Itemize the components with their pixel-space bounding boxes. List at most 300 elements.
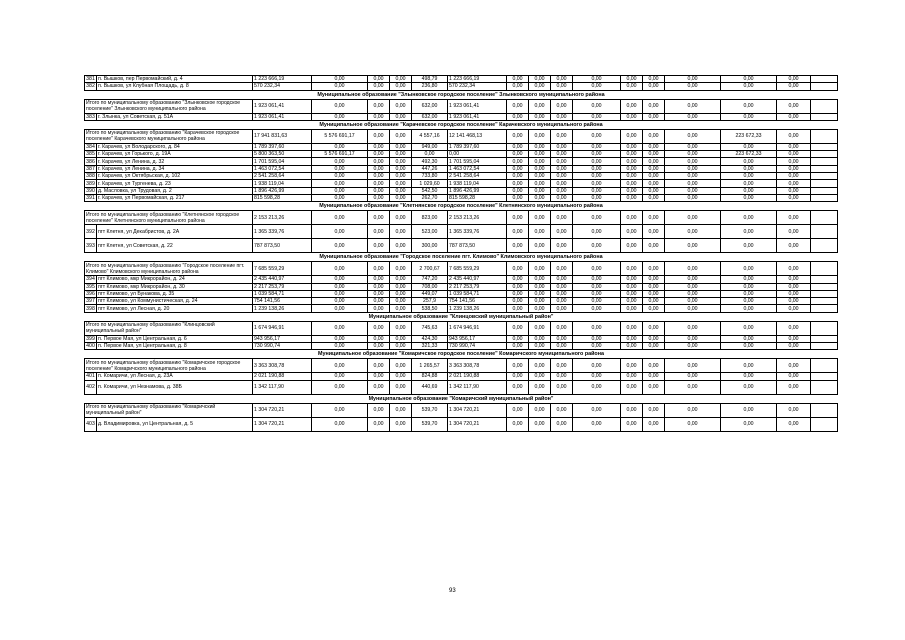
value-cell: 0,00 <box>529 180 551 187</box>
value-cell: 0,00 <box>312 380 368 394</box>
value-cell: 0,00 <box>551 165 573 172</box>
value-cell: 0,00 <box>643 343 665 350</box>
value-cell: 0,00 <box>312 321 368 335</box>
value-cell: 0,00 <box>573 158 621 165</box>
value-cell: 0,00 <box>643 359 665 373</box>
value-cell: 0,00 <box>507 305 529 312</box>
table-row <box>85 239 838 253</box>
value-cell: 523,00 <box>412 225 448 239</box>
address-cell: г. Карачев, ул Тургенева, д. 23 <box>97 180 253 187</box>
subtotal-label: Итого по муниципальному образованию "Городское поселение пгт. Климово" Климовского муниципального района <box>85 262 253 276</box>
value-cell: 262,70 <box>412 194 448 201</box>
address-cell: г. Карачев, ул Ленина, д. 32 <box>97 158 253 165</box>
empty-cell <box>811 335 838 342</box>
value-cell: 0,00 <box>721 239 777 253</box>
value-cell: 0,00 <box>390 151 412 158</box>
value-cell: 0,00 <box>312 305 368 312</box>
empty-cell <box>811 373 838 380</box>
value-cell: 0,00 <box>312 290 368 297</box>
value-cell: 0,00 <box>621 305 643 312</box>
value-cell: 1 923 061,41 <box>448 99 507 113</box>
value-cell: 730 990,74 <box>253 343 312 350</box>
empty-cell <box>811 187 838 194</box>
value-cell: 0,00 <box>665 262 721 276</box>
value-cell: 0,00 <box>643 76 665 83</box>
value-cell: 0,00 <box>643 403 665 417</box>
value-cell: 1 674 946,91 <box>448 321 507 335</box>
value-cell: 0,00 <box>665 373 721 380</box>
value-cell: 2 217 253,79 <box>448 283 507 290</box>
value-cell: 0,00 <box>573 335 621 342</box>
value-cell: 0,00 <box>573 194 621 201</box>
value-cell: 1 223 666,19 <box>448 76 507 83</box>
value-cell: 0,00 <box>665 158 721 165</box>
table-row <box>85 143 838 150</box>
value-cell: 0,00 <box>721 380 777 394</box>
value-cell: 0,00 <box>368 165 390 172</box>
value-cell: 0,00 <box>551 180 573 187</box>
value-cell: 0,00 <box>643 99 665 113</box>
value-cell: 0,00 <box>621 403 643 417</box>
subtotal-row <box>85 321 838 335</box>
value-cell: 0,00 <box>665 165 721 172</box>
empty-cell <box>811 276 838 283</box>
value-cell: 730 990,74 <box>448 343 507 350</box>
value-cell: 787 873,50 <box>448 239 507 253</box>
value-cell: 0,00 <box>551 380 573 394</box>
subtotal-label: Итого по муниципальному образованию "Клинцовский муниципальный район" <box>85 321 253 335</box>
value-cell: 0,00 <box>777 173 811 180</box>
value-cell: 0,00 <box>643 225 665 239</box>
value-cell: 0,00 <box>643 380 665 394</box>
value-cell: 0,00 <box>721 343 777 350</box>
value-cell: 0,00 <box>368 262 390 276</box>
address-cell: г. Карачев, ул Первомайская, д. 217 <box>97 194 253 201</box>
value-cell: 0,00 <box>621 239 643 253</box>
row-number: 399 <box>86 335 95 342</box>
value-cell: 0,00 <box>643 239 665 253</box>
row-number: 390 <box>86 187 95 194</box>
row-number: 402 <box>85 380 97 394</box>
value-cell: 0,00 <box>621 165 643 172</box>
value-cell: 0,00 <box>412 151 448 158</box>
value-cell: 0,00 <box>621 373 643 380</box>
value-cell: 0,00 <box>390 343 412 350</box>
value-cell: 0,00 <box>507 76 529 83</box>
value-cell: 0,00 <box>551 359 573 373</box>
value-cell: 0,00 <box>551 173 573 180</box>
value-cell: 949,00 <box>412 143 448 150</box>
value-cell: 0,00 <box>390 113 412 120</box>
value-cell: 0,00 <box>721 305 777 312</box>
value-cell: 0,00 <box>721 158 777 165</box>
table-row <box>85 187 838 194</box>
value-cell: 0,00 <box>368 143 390 150</box>
value-cell: 0,00 <box>529 76 551 83</box>
value-cell: 0,00 <box>721 143 777 150</box>
value-cell: 0,00 <box>573 165 621 172</box>
value-cell: 0,00 <box>573 129 621 143</box>
value-cell: 0,00 <box>777 76 811 83</box>
subtotal-row <box>85 99 838 113</box>
value-cell: 0,00 <box>665 305 721 312</box>
value-cell: 1 896 426,99 <box>253 187 312 194</box>
value-cell: 0,00 <box>665 321 721 335</box>
value-cell: 2 021 190,88 <box>253 373 312 380</box>
value-cell: 5 800 363,50 <box>253 151 312 158</box>
value-cell: 0,00 <box>529 173 551 180</box>
address-cell: п. Комаричи, ул Незнамова, д. 38Б <box>97 380 253 394</box>
value-cell: 2 541 258,64 <box>448 173 507 180</box>
empty-cell <box>811 321 838 335</box>
value-cell: 0,00 <box>643 335 665 342</box>
value-cell: 498,79 <box>412 76 448 83</box>
value-cell: 0,00 <box>721 298 777 305</box>
value-cell: 0,00 <box>621 99 643 113</box>
value-cell: 0,00 <box>665 211 721 225</box>
value-cell: 0,00 <box>643 211 665 225</box>
row-number: 398 <box>86 305 95 312</box>
table-row <box>85 283 838 290</box>
value-cell: 0,00 <box>643 305 665 312</box>
address-cell: п. Вышков, ул Клубная Площадь, д. 8 <box>97 83 253 90</box>
value-cell: 0,00 <box>721 187 777 194</box>
empty-cell <box>811 298 838 305</box>
value-cell: 0,00 <box>368 343 390 350</box>
section-header <box>85 394 838 403</box>
value-cell: 824,88 <box>412 373 448 380</box>
empty-cell <box>811 180 838 187</box>
value-cell: 0,00 <box>621 76 643 83</box>
value-cell: 1 701 595,04 <box>253 158 312 165</box>
value-cell: 0,00 <box>665 283 721 290</box>
value-cell: 0,00 <box>621 83 643 90</box>
value-cell: 0,00 <box>777 373 811 380</box>
address-cell: д. Владимировка, ул Центральная, д. 5 <box>97 417 253 431</box>
value-cell: 0,00 <box>390 158 412 165</box>
value-cell: 0,00 <box>390 305 412 312</box>
value-cell: 0,00 <box>507 129 529 143</box>
value-cell: 0,00 <box>551 321 573 335</box>
row-number: 391 <box>86 195 95 202</box>
value-cell: 0,00 <box>551 239 573 253</box>
value-cell: 0,00 <box>390 76 412 83</box>
value-cell: 0,00 <box>529 143 551 150</box>
value-cell: 0,00 <box>721 165 777 172</box>
table-row <box>85 194 838 201</box>
section-header <box>85 202 838 211</box>
value-cell: 0,00 <box>643 180 665 187</box>
value-cell: 0,00 <box>507 165 529 172</box>
value-cell: 1 938 119,04 <box>253 180 312 187</box>
empty-cell <box>811 113 838 120</box>
address-cell: пгт Клетня, ул Советская, д. 22 <box>97 239 253 253</box>
value-cell: 1 029,60 <box>412 180 448 187</box>
value-cell: 0,00 <box>721 180 777 187</box>
value-cell: 0,00 <box>621 143 643 150</box>
value-cell: 0,00 <box>643 283 665 290</box>
value-cell: 0,00 <box>665 143 721 150</box>
value-cell: 0,00 <box>573 321 621 335</box>
value-cell: 0,00 <box>312 283 368 290</box>
value-cell: 3 363 308,78 <box>448 359 507 373</box>
value-cell: 0,00 <box>448 151 507 158</box>
value-cell: 0,00 <box>573 417 621 431</box>
value-cell: 5 576 691,17 <box>312 129 368 143</box>
value-cell: 0,00 <box>368 173 390 180</box>
value-cell: 0,00 <box>529 321 551 335</box>
value-cell: 0,00 <box>643 113 665 120</box>
empty-cell <box>811 290 838 297</box>
value-cell: 0,00 <box>507 283 529 290</box>
value-cell: 0,00 <box>777 305 811 312</box>
table-row <box>85 290 838 297</box>
value-cell: 0,00 <box>551 262 573 276</box>
value-cell: 0,00 <box>529 373 551 380</box>
value-cell: 538,50 <box>412 305 448 312</box>
value-cell: 0,00 <box>721 321 777 335</box>
section-header <box>85 120 838 129</box>
value-cell: 1 674 946,91 <box>253 321 312 335</box>
section-header <box>85 90 838 99</box>
value-cell: 570 232,34 <box>448 83 507 90</box>
value-cell: 0,00 <box>721 290 777 297</box>
subtotal-row <box>85 403 838 417</box>
value-cell: 0,00 <box>529 335 551 342</box>
value-cell: 0,00 <box>721 283 777 290</box>
table-row <box>85 380 838 394</box>
empty-cell <box>811 239 838 253</box>
value-cell: 0,00 <box>368 180 390 187</box>
value-cell: 1 789 397,60 <box>253 143 312 150</box>
value-cell: 0,00 <box>665 298 721 305</box>
value-cell: 0,00 <box>573 113 621 120</box>
value-cell: 0,00 <box>665 343 721 350</box>
value-cell: 0,00 <box>390 335 412 342</box>
empty-cell <box>811 417 838 431</box>
value-cell: 0,00 <box>665 76 721 83</box>
row-number: 393 <box>85 239 97 253</box>
address-cell: г. Злынка, ул Советская, д. 51А <box>97 113 253 120</box>
value-cell: 0,00 <box>390 321 412 335</box>
value-cell: 0,00 <box>390 290 412 297</box>
value-cell: 0,00 <box>312 335 368 342</box>
row-number: 400 <box>86 343 95 350</box>
value-cell: 0,00 <box>643 83 665 90</box>
value-cell: 17 941 831,63 <box>253 129 312 143</box>
value-cell: 12 141 468,13 <box>448 129 507 143</box>
row-number: 385 <box>86 151 95 158</box>
value-cell: 0,00 <box>777 211 811 225</box>
value-cell: 0,00 <box>312 262 368 276</box>
value-cell: 0,00 <box>529 113 551 120</box>
value-cell: 0,00 <box>621 380 643 394</box>
value-cell: 0,00 <box>665 113 721 120</box>
value-cell: 0,00 <box>551 417 573 431</box>
value-cell: 0,00 <box>312 373 368 380</box>
value-cell: 0,00 <box>573 180 621 187</box>
value-cell: 0,00 <box>368 417 390 431</box>
address-cell: пгт Клетня, ул Декабристов, д. 2А <box>97 225 253 239</box>
value-cell: 815 598,28 <box>448 194 507 201</box>
value-cell: 0,00 <box>529 129 551 143</box>
value-cell: 1 923 061,41 <box>253 113 312 120</box>
value-cell: 0,00 <box>390 298 412 305</box>
value-cell: 0,00 <box>573 262 621 276</box>
empty-cell <box>811 158 838 165</box>
value-cell: 0,00 <box>573 99 621 113</box>
value-cell: 0,00 <box>368 83 390 90</box>
value-cell: 0,00 <box>551 194 573 201</box>
value-cell: 0,00 <box>643 290 665 297</box>
value-cell: 0,00 <box>507 211 529 225</box>
value-cell: 0,00 <box>551 99 573 113</box>
value-cell: 1 304 720,21 <box>448 417 507 431</box>
value-cell: 0,00 <box>368 359 390 373</box>
value-cell: 0,00 <box>621 417 643 431</box>
value-cell: 0,00 <box>368 373 390 380</box>
value-cell: 0,00 <box>529 283 551 290</box>
value-cell: 0,00 <box>777 187 811 194</box>
empty-cell <box>811 262 838 276</box>
value-cell: 0,00 <box>551 403 573 417</box>
value-cell: 0,00 <box>529 276 551 283</box>
value-cell: 0,00 <box>643 151 665 158</box>
value-cell: 1 938 119,04 <box>448 180 507 187</box>
value-cell: 0,00 <box>643 165 665 172</box>
subtotal-label: Итого по муниципальному образованию "Комаричский муниципальный район" <box>85 403 253 417</box>
value-cell: 0,00 <box>529 298 551 305</box>
empty-cell <box>811 83 838 90</box>
value-cell: 0,00 <box>507 151 529 158</box>
value-cell: 0,00 <box>529 225 551 239</box>
value-cell: 0,00 <box>390 165 412 172</box>
row-number: 401 <box>86 373 95 380</box>
value-cell: 0,00 <box>665 187 721 194</box>
value-cell: 0,00 <box>665 194 721 201</box>
value-cell: 754 141,56 <box>253 298 312 305</box>
value-cell: 0,00 <box>721 173 777 180</box>
value-cell: 0,00 <box>665 173 721 180</box>
table-row <box>85 225 838 239</box>
empty-cell <box>811 151 838 158</box>
value-cell: 0,00 <box>573 305 621 312</box>
empty-cell <box>811 99 838 113</box>
value-cell: 0,00 <box>665 403 721 417</box>
value-cell: 1 896 426,99 <box>448 187 507 194</box>
value-cell: 1 342 117,90 <box>253 380 312 394</box>
section-title: Муниципальное образование "Карачевское городское поселение" Карачевского муниципального района <box>319 121 603 128</box>
value-cell: 0,00 <box>507 113 529 120</box>
address-cell: пгт Климово, ул Лесная, д. 20 <box>97 305 253 312</box>
value-cell: 0,00 <box>621 173 643 180</box>
value-cell: 0,00 <box>621 180 643 187</box>
section-title: Муниципальное образование "Комаричский муниципальный район" <box>368 395 554 402</box>
value-cell: 0,00 <box>507 373 529 380</box>
value-cell: 943 956,17 <box>448 335 507 342</box>
value-cell: 0,00 <box>721 225 777 239</box>
subtotal-label: Итого по муниципальному образованию "Комаричское городское поселение" Комаричского муниципального района <box>85 359 253 373</box>
value-cell: 0,00 <box>368 158 390 165</box>
value-cell: 0,00 <box>621 290 643 297</box>
value-cell: 0,00 <box>643 173 665 180</box>
address-cell: г. Карачев, ул Октябрьская, д. 102 <box>97 173 253 180</box>
value-cell: 0,00 <box>390 83 412 90</box>
value-cell: 0,00 <box>643 158 665 165</box>
value-cell: 0,00 <box>507 99 529 113</box>
value-cell: 1 463 072,54 <box>448 165 507 172</box>
value-cell: 0,00 <box>551 113 573 120</box>
value-cell: 0,00 <box>621 343 643 350</box>
empty-cell <box>811 305 838 312</box>
row-number: 382 <box>86 83 95 90</box>
value-cell: 0,00 <box>507 239 529 253</box>
value-cell: 0,00 <box>312 143 368 150</box>
section-title: Муниципальное образование "Злынковское городское поселение" Злынковского муниципального района <box>317 91 605 98</box>
value-cell: 0,00 <box>368 403 390 417</box>
value-cell: 0,00 <box>721 211 777 225</box>
value-cell: 943 956,17 <box>253 335 312 342</box>
section-title: Муниципальное образование "Городское поселение пгт. Климово" Климовского муниципального района <box>319 254 603 261</box>
value-cell: 0,00 <box>573 359 621 373</box>
value-cell: 0,00 <box>390 239 412 253</box>
value-cell: 0,00 <box>529 194 551 201</box>
value-cell: 0,00 <box>529 380 551 394</box>
empty-cell <box>811 380 838 394</box>
value-cell: 2 700,67 <box>412 262 448 276</box>
value-cell: 0,00 <box>507 298 529 305</box>
value-cell: 0,00 <box>507 417 529 431</box>
value-cell: 0,00 <box>573 276 621 283</box>
value-cell: 0,00 <box>621 151 643 158</box>
subtotal-label: Итого по муниципальному образованию "Клетнянское городское поселение" Клетнянского муниципального района <box>85 211 253 225</box>
value-cell: 0,00 <box>721 373 777 380</box>
value-cell: 0,00 <box>529 417 551 431</box>
value-cell: 0,00 <box>777 225 811 239</box>
subtotal-row <box>85 262 838 276</box>
value-cell: 0,00 <box>777 417 811 431</box>
value-cell: 257,9 <box>412 298 448 305</box>
value-cell: 0,00 <box>643 129 665 143</box>
value-cell: 2 153 213,26 <box>448 211 507 225</box>
value-cell: 1 039 584,71 <box>253 290 312 297</box>
value-cell: 4 557,16 <box>412 129 448 143</box>
value-cell: 0,00 <box>665 359 721 373</box>
value-cell: 0,00 <box>777 290 811 297</box>
register-table <box>84 75 838 432</box>
value-cell: 1 701 595,04 <box>448 158 507 165</box>
value-cell: 0,00 <box>573 290 621 297</box>
value-cell: 0,00 <box>573 298 621 305</box>
value-cell: 0,00 <box>721 403 777 417</box>
value-cell: 708,00 <box>412 283 448 290</box>
value-cell: 0,00 <box>621 262 643 276</box>
value-cell: 5 576 691,17 <box>312 151 368 158</box>
value-cell: 1 304 720,21 <box>253 417 312 431</box>
value-cell: 0,00 <box>390 373 412 380</box>
value-cell: 0,00 <box>507 262 529 276</box>
value-cell: 1 039 584,71 <box>448 290 507 297</box>
value-cell: 0,00 <box>390 99 412 113</box>
value-cell: 0,00 <box>777 359 811 373</box>
value-cell: 0,00 <box>507 83 529 90</box>
value-cell: 1 923 061,41 <box>448 113 507 120</box>
value-cell: 0,00 <box>529 403 551 417</box>
value-cell: 3 363 308,78 <box>253 359 312 373</box>
value-cell: 0,00 <box>529 158 551 165</box>
value-cell: 0,00 <box>390 283 412 290</box>
value-cell: 0,00 <box>551 290 573 297</box>
